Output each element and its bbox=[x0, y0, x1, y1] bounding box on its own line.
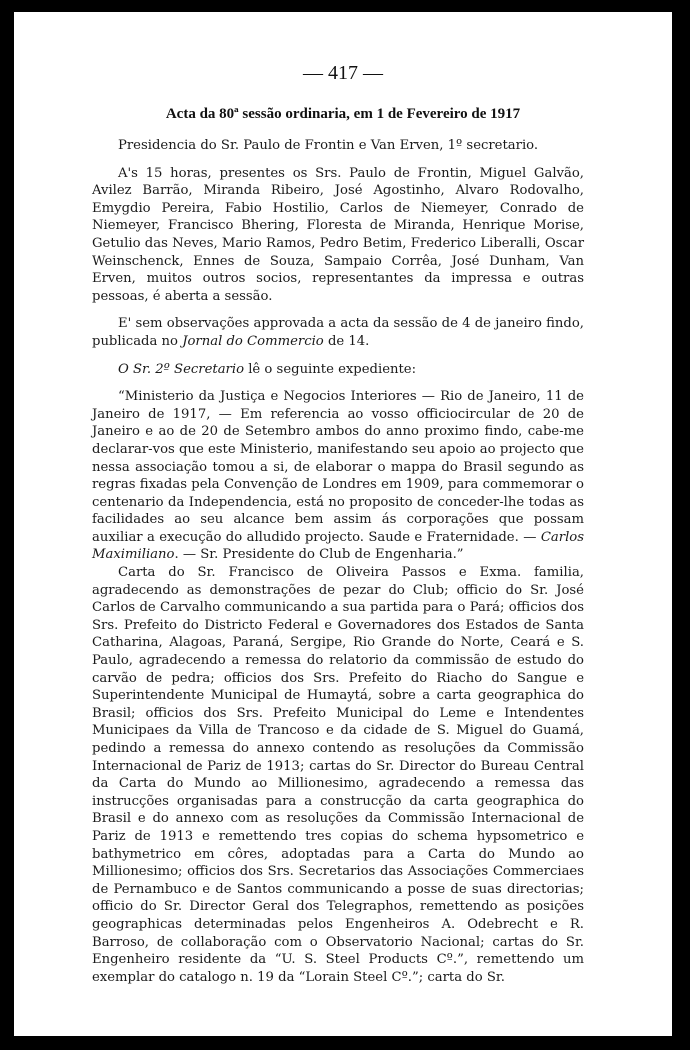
presidency-paragraph: Presidencia do Sr. Paulo de Frontin e Van Erven, 1º secretario. bbox=[118, 138, 539, 153]
newspaper-name: Jornal do Commercio bbox=[182, 333, 324, 349]
minutes-title: Acta da 80ª sessão ordinaria, em 1 de Fevereiro de 1917 bbox=[165, 106, 521, 122]
approval-text-a: E' sem observações approvada a acta da sessão de 4 de janeiro findo, publicada no bbox=[92, 316, 584, 349]
document-body bbox=[92, 137, 584, 996]
document-page bbox=[14, 12, 672, 1036]
speaker-name: O Sr. 2º Secretario bbox=[118, 361, 245, 377]
approval-paragraph bbox=[92, 315, 584, 350]
approval-text-b: de 14. bbox=[323, 333, 370, 349]
signatory-name: Carlos Maximiliano bbox=[92, 529, 584, 563]
ministry-letter-paragraph bbox=[92, 388, 584, 564]
page-number: — 417 — bbox=[303, 62, 383, 84]
ministry-letter-end: . — Sr. Presidente do Club de Engenharia.” bbox=[174, 547, 464, 563]
attendance-paragraph: A's 15 horas, presentes os Srs. Paulo de Frontin, Miguel Galvão, Avilez Barrão, Miranda Ribeiro, José Agostinho, Alvaro Rodovalho, Emygdio Pereira, Fabio Hostilio, Carlos de Niemeyer, Conrado de Niemeyer, Francisco Bhering, Floresta de Miranda, Henrique Morise, Getulio das Neves, Mario Ramos, Pedro Betim, Frederico Liberalli, Oscar Weinschenck, Ennes de Souza, Sampaio Corrêa, José Dunham, Van Erven, muitos outros socios, representantes da impressa e outras pessoas, é aberta a sessão. bbox=[92, 165, 584, 304]
correspondence-paragraph: Carta do Sr. Francisco de Oliveira Passos e Exma. familia, agradecendo as demonstrações de pezar do Club; officio do Sr. José Carlos de Carvalho communicando a sua partida para o Pará; officios dos Srs. Prefeito do Districto Federal e Governadores dos Estados de Santa Catharina, Alagoas, Paraná, Sergipe, Rio Grande do Norte, Ceará e S. Paulo, agradecendo a remessa do relatorio da commissão de estudo do carvão de pedra; officios dos Srs. Prefeito do Riacho do Sangue e Superintendente Municipal de Humaytá, sobre a carta geographica do Brasil; officios dos Srs. Prefeito Municipal do Leme e Intendentes Municipaes da Villa de Trancoso e da cidade de S. Miguel do Guamá, pedindo a remessa do annexo contendo as resoluções da Commissão Internacional de Pariz de 1913; cartas do Sr. Director do Bureau Central da Carta do Mundo ao Millionesimo, agradecendo a remessa das instrucções organisadas para a construcção da carta geographica do Brasil e do annexo com as resoluções da Commissão Internacional de Pariz de 1913 e remettendo tres copias do schema hypsometrico e bathymetrico em côres, adoptadas para a Carta do Mundo ao Millionesimo; officios dos Srs. Secretarios das Associações Commerciaes de Pernambuco e de Santos communicando a posse de suas directorias; officio do Sr. Director Geral dos Telegraphos, remettendo as posições geographicas determinadas pelos Engenheiros A. Odebrecht e R. Barroso, de collaboração com o Observatorio Nacional; cartas do Sr. Engenheiro residente da “U. S. Steel Products Cº.”, remettendo um exemplar do catalogo n. 19 da “Lorain Steel Cº.”; carta do Sr. bbox=[92, 565, 584, 985]
expedient-intro-text: lê o seguinte expediente: bbox=[244, 361, 417, 377]
expedient-intro-paragraph bbox=[92, 361, 584, 379]
ministry-letter-text: “Ministerio da Justiça e Negocios Interiores — Rio de Janeiro, 11 de Janeiro de 1917, — Em referencia ao vosso officiocircular de 20 de Janeiro e ao de 20 de Setembro ambos do anno proximo findo, cabe-me declarar-vos que este Ministerio, manifestando seu apoio ao projecto que nessa associação tomou a si, de elaborar o mappa do Brasil segundo as regras fixadas pela Convenção de Londres em 1909, para commemorar o centenario da Independencia, está no proposito de conceder-lhe todas as facilidades ao seu alcance bem assim ás corporações que possam auxiliar a execução do alludido projecto. Saude e Fraternidade. — bbox=[92, 389, 584, 545]
